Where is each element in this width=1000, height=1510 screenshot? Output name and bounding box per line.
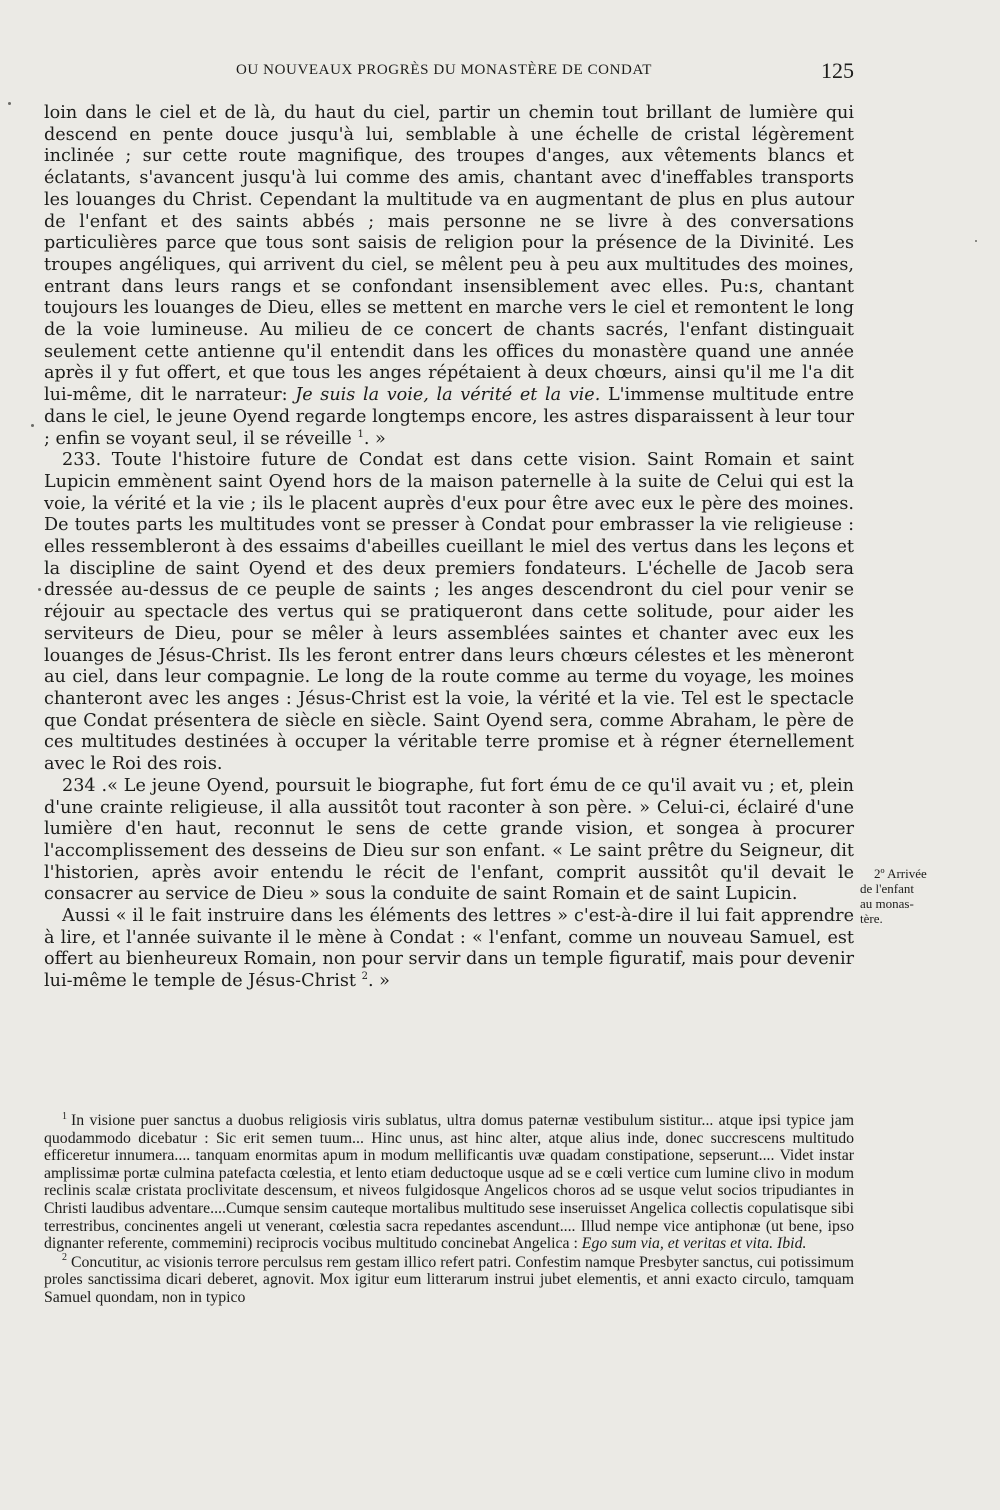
- paragraph-text: . »: [367, 971, 390, 992]
- paragraph-text: Aussi « il le fait instruire dans les éléments des lettres » c'est-à-dire il lui fait apprendre à lire, et l'année suivante il le mène à Condat : « l'enfant, comme un nouveau Samuel, est offert au bienheureux Romain, non pour servir dans un temple figuratif, mais pour devenir lui-même le temple de Jésus-Christ: [44, 906, 854, 992]
- footnote-reference: 2: [361, 971, 368, 983]
- paper-speck: [38, 588, 41, 591]
- footnote-text: In visione puer sanctus a duobus religiosis viris sublatus, ultra domus paternæ vestibulum sistitur... atque ipsi typice jam quodammodo dicebatur : Sic erit semen tuum... Hinc unus, ast hinc alter, atque alius inde, donec succrescens multitudo efficeretur innumera.... tanquam enormitas apum in modum mellificantis uvæ quadam constipatione, sepserunt.... Videt instar amplissimæ portæ culmina patefacta cœlestia, et lento etiam deductoque usque ad se e cœli vertice cum lumine clivo in modum reclinis scalæ cristata proclivitate descensum, et niveos fulgidosque Angelicos choros ad se usque velut socios tripudiantes in Christi laudibus adventare....Cumque sensim cauteque mortalibus multitudo sese inseruisset Angelica collectis copulatisque sibi terrestribus, concinentes angeli ut venerant, cœlestia sacra repedantes ascendunt.... Illud nempe vice antiphonæ (ut bene, ipso dignanter referente, commemini) reciprocis vocibus multitudo concinebat Angelica :: [44, 1112, 854, 1253]
- footnote-mark: 1: [62, 1110, 67, 1122]
- paragraph-233: 233. Toute l'histoire future de Condat est dans cette vision. Saint Romain et saint Lupicin emmènent saint Oyend hors de la maison paternelle à la suite de Celui qui est la voie, la vérité et la vie ; ils le placent auprès d'eux pour être avec eux le père des moines. De toutes parts les multitudes vont se presser à Condat pour embrasser la vie religieuse : elles ressembleront à des essaims d'abeilles cueillant le miel des vertus dans les leçons et la discipline de saint Oyend et des deux premiers fondateurs. L'échelle de Jacob sera dressée au-dessus de ce peuple de saints ; les anges descendront du ciel pour venir se réjouir au spectacle des vertus qui se pratiqueront dans cette solitude, pour aider les serviteurs de Dieu, pour se mêler à leurs assemblées saintes et chanter avec eux les louanges de Jésus-Christ. Ils les feront entrer dans leurs chœurs célestes et les mèneront au ciel, dans leur compagnie. Le long de la route comme au terme du voyage, les moines chanteront avec les anges : Jésus-Christ est la voie, la vérité et la vie. Tel est le spectacle que Condat présentera de siècle en siècle. Saint Oyend sera, comme Abraham, le père de ces multitudes destinées à occuper la véritable terre promise et à régner éternellement avec le Roi des rois.: [44, 450, 854, 775]
- margin-note-line: de l'enfant: [860, 881, 914, 896]
- paragraph-continuation: [44, 103, 854, 450]
- paper-speck: [31, 424, 34, 427]
- footnote-text: Concutitur, ac visionis terrore perculsus rem gestam illico refert patri. Confestim namque Presbyter sanctus, cui potissimum proles sanctissima dicari deberet, agnovit. Mox igitur eum litterarum instrui jubet elementis, et anni exacto circulo, tamquam Samuel quondam, non in typico: [44, 1253, 854, 1306]
- footnote-italic: Ego sum via, et veritas et vita. Ibid.: [581, 1235, 807, 1253]
- footnotes: [44, 1112, 854, 1307]
- paper-speck: [8, 102, 11, 105]
- footnote-reference: 1: [357, 428, 364, 440]
- margin-note-line: tère.: [860, 911, 883, 926]
- paragraph-text: . »: [363, 428, 386, 449]
- paragraph-text: loin dans le ciel et de là, du haut du ciel, partir un chemin tout brillant de lumière qui descend en pente douce jusqu'à lui, semblable à une échelle de cristal légèrement inclinée ; sur cette route magnifique, des troupes d'anges, aux vêtements blancs et éclatants, s'avancent jusqu'à lui comme des amis, chantant avec d'ineffables transports les louanges du Christ. Cependant la multitude va en augmentant de plus en plus autour de l'enfant et des saints abbés ; mais personne ne se livre à des conversations particulières parce que tous sont saisis de religion pour la présence de la Divinité. Les troupes angéliques, qui arrivent du ciel, se mêlent peu à peu aux multitudes des moines, entrant dans leurs rangs et se confondant insensiblement avec elles. Pu:s, chantant toujours les louanges de Dieu, elles se mettent en marche vers le ciel et remontent le long de la voie lumineuse. Au milieu de ce concert de chants sacrés, l'enfant distinguait seulement cette antienne qu'il entendit dans les offices du monastère quand une année après il y fut offert, et que tous les anges répétaient à deux chœurs, ainsi qu'il me l'a dit lui-même, dit le narrateur:: [44, 103, 854, 406]
- italic-quote: Je suis la voie, la vérité et la vie.: [295, 385, 601, 406]
- running-title: OU NOUVEAUX PROGRÈS DU MONASTÈRE DE CONDAT: [235, 62, 653, 78]
- paper-speck: [975, 240, 977, 242]
- paragraph-234: 234 .« Le jeune Oyend, poursuit le biographe, fut fort ému de ce qu'il avait vu ; et, plein d'une crainte religieuse, il alla aussitôt tout raconter à son père. » Celui-ci, éclairé d'une lumière d'en haut, reconnut le sens de cette grande vision, et songea à procurer l'accomplissement des desseins de Dieu sur son enfant. « Le saint prêtre du Seigneur, dit l'historien, après avoir entendu le récit de l'enfant, comprit aussitôt qu'il devait le consacrer au service de Dieu » sous la conduite de saint Romain et de saint Lupicin.: [44, 775, 854, 905]
- paragraph-text: L'immense multitude entre dans le ciel, le jeune Oyend regarde longtemps encore, les astres disparaissent à leur tour ; enfin se voyant seul, il se réveille: [44, 385, 854, 449]
- margin-note-line: au monas-: [860, 896, 914, 911]
- footnote-2: [44, 1254, 854, 1307]
- paragraph-aussi: [44, 906, 854, 993]
- main-text: [44, 103, 854, 993]
- footnote-1: [44, 1112, 854, 1253]
- footnote-mark: 2: [62, 1252, 67, 1264]
- running-head: [44, 60, 854, 84]
- margin-note-line: 2º Arrivée: [874, 866, 927, 881]
- margin-note: [860, 866, 960, 926]
- page-number: 125: [821, 58, 854, 83]
